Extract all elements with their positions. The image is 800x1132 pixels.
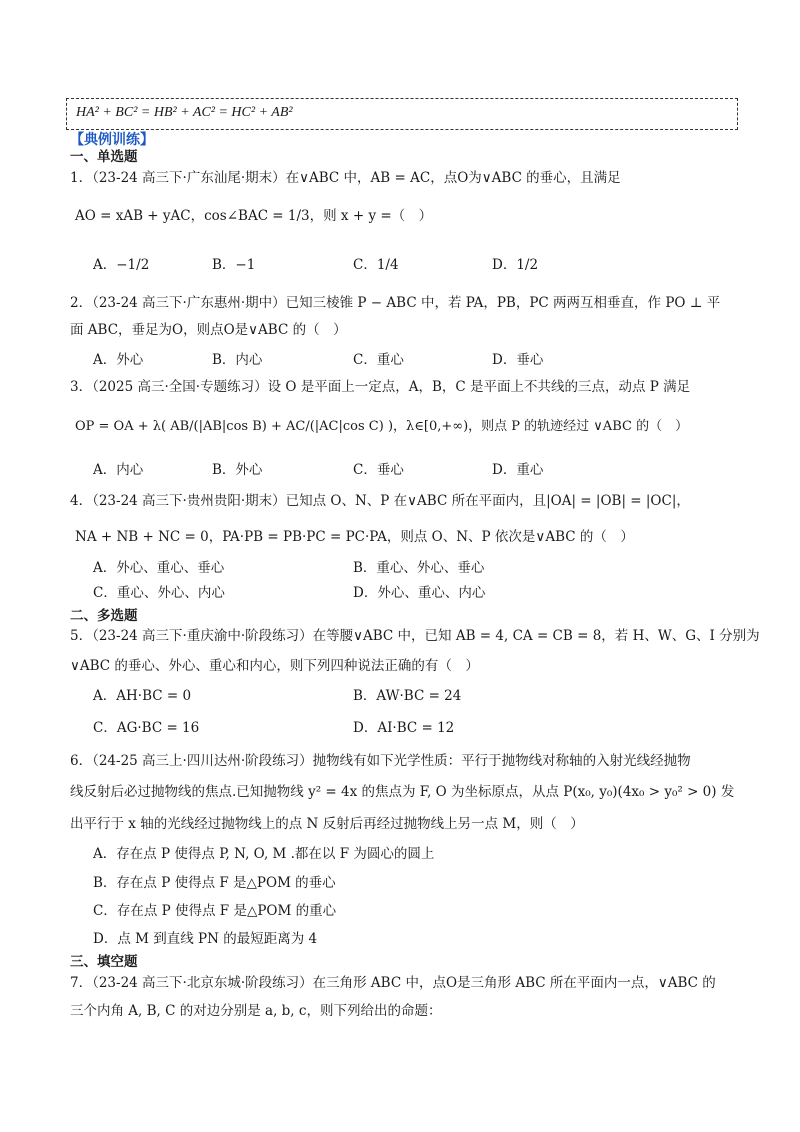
q6-option-c: C．存在点 P 使得点 F 是△POM 的重心 — [93, 903, 337, 919]
q6-option-a: A．存在点 P 使得点 P, N, O, M .都在以 F 为圆心的圆上 — [93, 846, 435, 862]
q2-stem-line1: 2．（23-24 高三下·广东惠州·期中）已知三棱锥 P − ABC 中，若 PA，PB，PC 两两互相垂直，作 PO ⊥ 平 — [70, 295, 721, 311]
q6-option-d: D．点 M 到直线 PN 的最短距离为 4 — [93, 931, 318, 947]
section-multi-choice: 二、多选题 — [70, 608, 138, 624]
q6-stem-line2: 线反射后必过抛物线的焦点.已知抛物线 y² = 4x 的焦点为 F, O 为坐标原点，从点 P(x₀, y₀)(4x₀ > y₀² > 0) 发 — [70, 784, 735, 800]
q2-option-a: A．外心 — [93, 352, 144, 368]
q6-stem-line3: 出平行于 x 轴的光线经过抛物线上的点 N 反射后再经过抛物线上另一点 M，则（ ） — [70, 816, 584, 832]
example-training-header: 【典例训练】 — [70, 132, 154, 148]
q3-option-b: B．外心 — [212, 462, 263, 478]
q3-option-a: A．内心 — [93, 462, 144, 478]
q5-stem-line1: 5．（23-24 高三下·重庆渝中·阶段练习）在等腰∨ABC 中，已知 AB = 4, CA = CB = 8，若 H、W、G、I 分别为 — [70, 628, 760, 644]
q2-option-d: D．垂心 — [492, 352, 544, 368]
q1-stem-line1: 1．（23-24 高三下·广东汕尾·期末）在∨ABC 中，AB = AC，点O为∨ABC 的垂心，且满足 — [70, 170, 621, 186]
q3-option-d: D．重心 — [492, 462, 544, 478]
q4-option-a: A．外心、重心、垂心 — [93, 560, 225, 576]
q5-option-d: D．AI·BC = 12 — [353, 720, 455, 736]
q1-option-d: D．1/2 — [492, 257, 539, 273]
q2-stem-line2: 面 ABC，垂足为O，则点O是∨ABC 的（ ） — [70, 322, 347, 338]
q7-stem-line2: 三个内角 A, B, C 的对边分别是 a, b, c，则下列给出的命题： — [70, 1003, 442, 1019]
q5-option-a: A．AH·BC = 0 — [93, 688, 192, 704]
q3-stem-line1: 3．（2025 高三·全国·专题练习）设 O 是平面上一定点，A，B，C 是平面上不共线的三点，动点 P 满足 — [70, 379, 691, 395]
q2-option-b: B．内心 — [212, 352, 263, 368]
q4-stem-line2: NA + NB + NC = 0，PA·PB = PB·PC = PC·PA，则点 O、N、P 依次是∨ABC 的（ ） — [75, 529, 634, 545]
section-fill-blank: 三、填空题 — [70, 954, 138, 970]
q4-stem-line1: 4．（23-24 高三下·贵州贵阳·期末）已知点 O、N、P 在∨ABC 所在平面内，且|OA| = |OB| = |OC|， — [70, 493, 690, 509]
q5-stem-line2: ∨ABC 的垂心、外心、重心和内心，则下列四种说法正确的有（ ） — [70, 658, 479, 674]
q1-option-a: A．−1/2 — [93, 257, 150, 273]
section-single-choice: 一、单选题 — [70, 149, 138, 165]
q1-option-b: B．−1 — [212, 257, 256, 273]
q5-option-c: C．AG·BC = 16 — [93, 720, 200, 736]
q6-stem-line1: 6．（24-25 高三上·四川达州·阶段练习）抛物线有如下光学性质：平行于抛物线对称轴的入射光线经抛物 — [70, 753, 691, 769]
q5-option-b: B．AW·BC = 24 — [353, 688, 462, 704]
q1-stem-line2: AO = xAB + yAC，cos∠BAC = 1/3，则 x + y =（ ） — [75, 208, 433, 224]
q3-option-c: C．垂心 — [353, 462, 404, 478]
q2-option-c: C．重心 — [353, 352, 404, 368]
q4-option-b: B．重心、外心、垂心 — [353, 560, 485, 576]
q4-option-c: C．重心、外心、内心 — [93, 585, 225, 601]
q6-option-b: B．存在点 P 使得点 F 是△POM 的垂心 — [93, 875, 336, 891]
q7-stem-line1: 7．（23-24 高三下·北京东城·阶段练习）在三角形 ABC 中，点O是三角形 ABC 所在平面内一点，∨ABC 的 — [70, 975, 716, 991]
q1-option-c: C．1/4 — [353, 257, 399, 273]
q4-option-d: D．外心、重心、内心 — [353, 585, 486, 601]
q3-stem-line2: OP = OA + λ( AB/(|AB|cos B) + AC/(|AC|cos C) )，λ∈[0,+∞)，则点 P 的轨迹经过 ∨ABC 的（ ） — [75, 419, 689, 434]
formula-box-text: HA² + BC² = HB² + AC² = HC² + AB² — [76, 105, 293, 120]
